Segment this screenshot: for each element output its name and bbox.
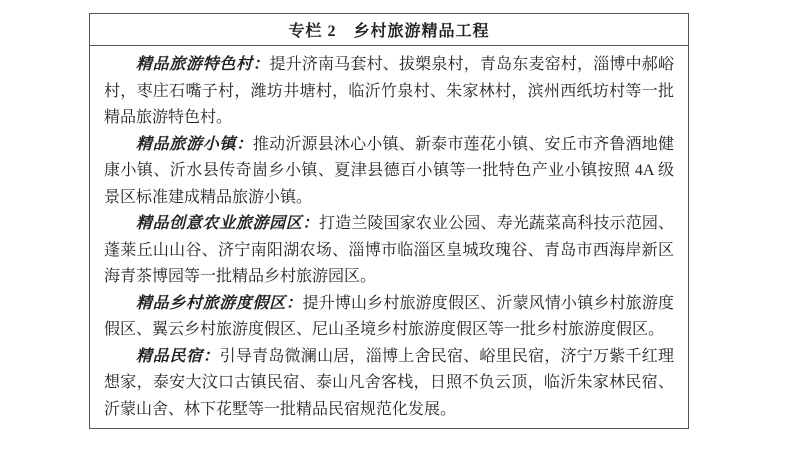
panel-body <box>90 46 688 423</box>
paragraph-creative-agriculture-parks <box>104 211 674 291</box>
paragraph-lead: 精品民宿： <box>136 347 220 365</box>
paragraph-lead: 精品创意农业旅游园区： <box>136 215 320 232</box>
paragraph-lead: 精品旅游特色村： <box>136 56 270 73</box>
paragraph-tourism-towns <box>104 132 674 212</box>
paragraph-featured-villages <box>104 52 674 132</box>
paragraph-lead: 精品乡村旅游度假区： <box>136 294 303 312</box>
paragraph-text: 引导青岛微澜山居，淄博上舍民宿、峪里民宿，济宁万紫千红理想家，泰安大汶口古镇民宿、泰山凡舍客栈，日照不负云顶，临沂朱家林民宿、沂蒙山舍、林下花墅等一批精品民宿规范化发展。 <box>104 347 674 418</box>
paragraph-boutique-homestays <box>104 344 674 424</box>
paragraph-text: 打造兰陵国家农业公园、寿光蔬菜高科技示范园、蓬莱丘山山谷、济宁南阳湖农场、淄博市临淄区皇城玫瑰谷、青岛市西海岸新区海青茶博园等一批精品乡村旅游园区。 <box>104 215 674 285</box>
panel-title: 专栏 2 乡村旅游精品工程 <box>90 14 688 46</box>
paragraph-lead: 精品旅游小镇： <box>136 135 253 153</box>
paragraph-text: 推动沂源县沐心小镇、新泰市莲花小镇、安丘市齐鲁酒地健康小镇、沂水县传奇崮乡小镇、夏津县德百小镇等一批特色产业小镇按照 4A 级景区标准建成精品旅游小镇。 <box>104 135 674 206</box>
column-box-panel <box>89 13 689 429</box>
paragraph-text: 提升济南马套村、拔槊泉村，青岛东麦窑村，淄博中郝峪村，枣庄石嘴子村，潍坊井塘村，临沂竹泉村、朱家林村，滨州西纸坊村等一批精品旅游特色村。 <box>104 56 674 126</box>
paragraph-rural-resorts <box>104 291 674 344</box>
paragraph-text: 提升博山乡村旅游度假区、沂蒙风情小镇乡村旅游度假区、翼云乡村旅游度假区、尼山圣境乡村旅游度假区等一批乡村旅游度假区。 <box>104 294 674 338</box>
